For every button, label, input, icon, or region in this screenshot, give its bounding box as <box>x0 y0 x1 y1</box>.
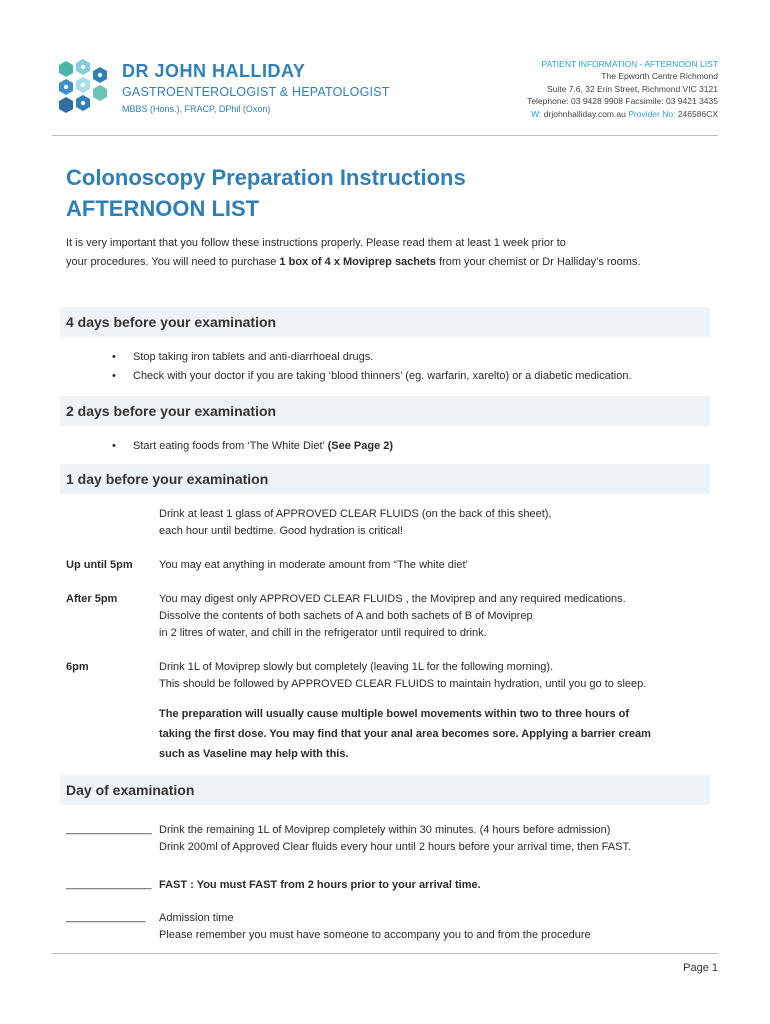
logo-hexagon <box>93 85 107 101</box>
logo-dot <box>64 85 68 89</box>
instruction-line: Drink the remaining 1L of Moviprep completely within 30 minutes. (4 hours before admission) <box>159 824 611 836</box>
time-label: 6pm <box>66 661 89 673</box>
instruction-line: This should be followed by APPROVED CLEAR FLUIDS to maintain hydration, until you go to sleep. <box>159 678 647 690</box>
admission-time-blank: _____________ <box>66 911 146 923</box>
bullet-text <box>133 440 393 452</box>
white-diet-text: Start eating foods from ‘The White Diet’ <box>133 440 328 452</box>
section-four-days <box>60 307 710 337</box>
doctor-qualifications: MBBS (Hons.), FRACP, DPhil (Oxon) <box>122 104 271 114</box>
warning-line: taking the first dose. You may find that your anal area becomes sore. Applying a barrier cream <box>159 728 651 740</box>
time-instruction <box>159 659 646 693</box>
address: Suite 7.6, 32 Erin Street, Richmond VIC 3121 <box>546 83 718 94</box>
provider-label: Provider No: <box>628 108 676 119</box>
contact-block <box>527 58 718 120</box>
bowel-movement-warning <box>159 704 651 764</box>
instruction-line: in 2 litres of water, and chill in the refrigerator until required to drink. <box>159 627 487 639</box>
logo-dot <box>81 101 85 105</box>
doctor-name: DR JOHN HALLIDAY <box>122 61 306 81</box>
fasting-instruction: FAST : You must FAST from 2 hours prior to your arrival time. <box>159 879 481 891</box>
section-heading: Day of examination <box>66 782 195 798</box>
provider-number: 246586CX <box>677 108 718 119</box>
list-label: PATIENT INFORMATION - AFTERNOON LIST <box>541 59 718 69</box>
phone-numbers: Telephone: 03 9428 9908 Facsimile: 03 9421 3435 <box>527 96 718 107</box>
time-label: After 5pm <box>66 593 118 605</box>
page-title <box>66 162 466 224</box>
time-instruction <box>159 557 468 574</box>
instruction-line: Please remember you must have someone to accompany you to and from the procedure <box>159 929 591 941</box>
instruction-line: Dissolve the contents of both sachets of A and both sachets of B of Moviprep <box>159 610 533 622</box>
time-label: Up until 5pm <box>66 559 133 571</box>
instruction-line: You may digest only APPROVED CLEAR FLUIDS , the Moviprep and any required medications. <box>159 593 626 605</box>
website-link[interactable]: drjohnhalliday.com.au <box>543 108 626 119</box>
intro-line-2 <box>66 253 641 272</box>
section-two-days <box>60 396 710 426</box>
time-instruction <box>159 591 626 642</box>
logo-hexagon <box>59 97 73 113</box>
title-line-1: Colonoscopy Preparation Instructions <box>66 165 466 190</box>
intro-line-2-end: from your chemist or Dr Halliday’s rooms. <box>435 256 641 268</box>
time-blank: ______________ <box>66 823 152 835</box>
see-page-reference: (See Page 2) <box>327 440 394 452</box>
instruction-line: You may eat anything in moderate amount from “The white diet’ <box>159 559 468 571</box>
instruction-line: Drink 200ml of Approved Clear fluids every hour until 2 hours before your arrival time, then FAST. <box>159 841 632 853</box>
header-divider <box>52 135 718 136</box>
intro-paragraph <box>66 234 641 272</box>
section-exam-day <box>60 775 710 805</box>
exam-instruction <box>159 910 591 944</box>
instruction-line: Admission time <box>159 912 234 924</box>
hydration-line-1: Drink at least 1 glass of APPROVED CLEAR FLUIDS (on the back of this sheet), <box>159 508 552 520</box>
doctor-specialty: GASTROENTEROLOGIST & HEPATOLOGIST <box>122 85 390 99</box>
bullet-text: Check with your doctor if you are taking ‘blood thinners’ (eg. warfarin, xarelto) or a diabetic medication. <box>133 370 632 382</box>
footer-divider <box>52 953 718 954</box>
title-line-2: AFTERNOON LIST <box>66 196 260 221</box>
hydration-note <box>159 506 552 540</box>
bullet-icon: • <box>112 351 116 363</box>
bullet-icon: • <box>112 440 116 452</box>
intro-purchase-item: 1 box of 4 x Moviprep sachets <box>279 256 436 268</box>
section-one-day <box>60 464 710 494</box>
section-heading: 4 days before your examination <box>66 314 277 330</box>
hydration-line-2: each hour until bedtime. Good hydration is critical! <box>159 525 403 537</box>
logo-dot <box>81 83 85 87</box>
exam-instruction <box>159 822 631 856</box>
section-heading: 1 day before your examination <box>66 471 269 487</box>
section-heading: 2 days before your examination <box>66 403 277 419</box>
bullet-text: Stop taking iron tablets and anti-diarrhoeal drugs. <box>133 351 374 363</box>
intro-line-2-start: your procedures. You will need to purchase <box>66 256 280 268</box>
logo-dot <box>81 65 85 69</box>
clinic-logo <box>56 57 116 117</box>
time-blank: ______________ <box>66 878 152 890</box>
instruction-line: Drink 1L of Moviprep slowly but completely (leaving 1L for the following morning). <box>159 661 554 673</box>
web-label: W: <box>531 108 542 119</box>
intro-line-1: It is very important that you follow these instructions properly. Please read them at least 1 week prior to <box>66 237 566 249</box>
logo-dot <box>98 73 102 77</box>
centre-name: The Epworth Centre Richmond <box>601 71 718 82</box>
page-number: Page 1 <box>683 962 718 974</box>
logo-hexagon <box>59 61 73 77</box>
bullet-icon: • <box>112 370 116 382</box>
warning-line: such as Vaseline may help with this. <box>159 748 349 760</box>
warning-line: The preparation will usually cause multiple bowel movements within two to three hours of <box>159 708 630 720</box>
web-and-provider <box>527 108 718 120</box>
